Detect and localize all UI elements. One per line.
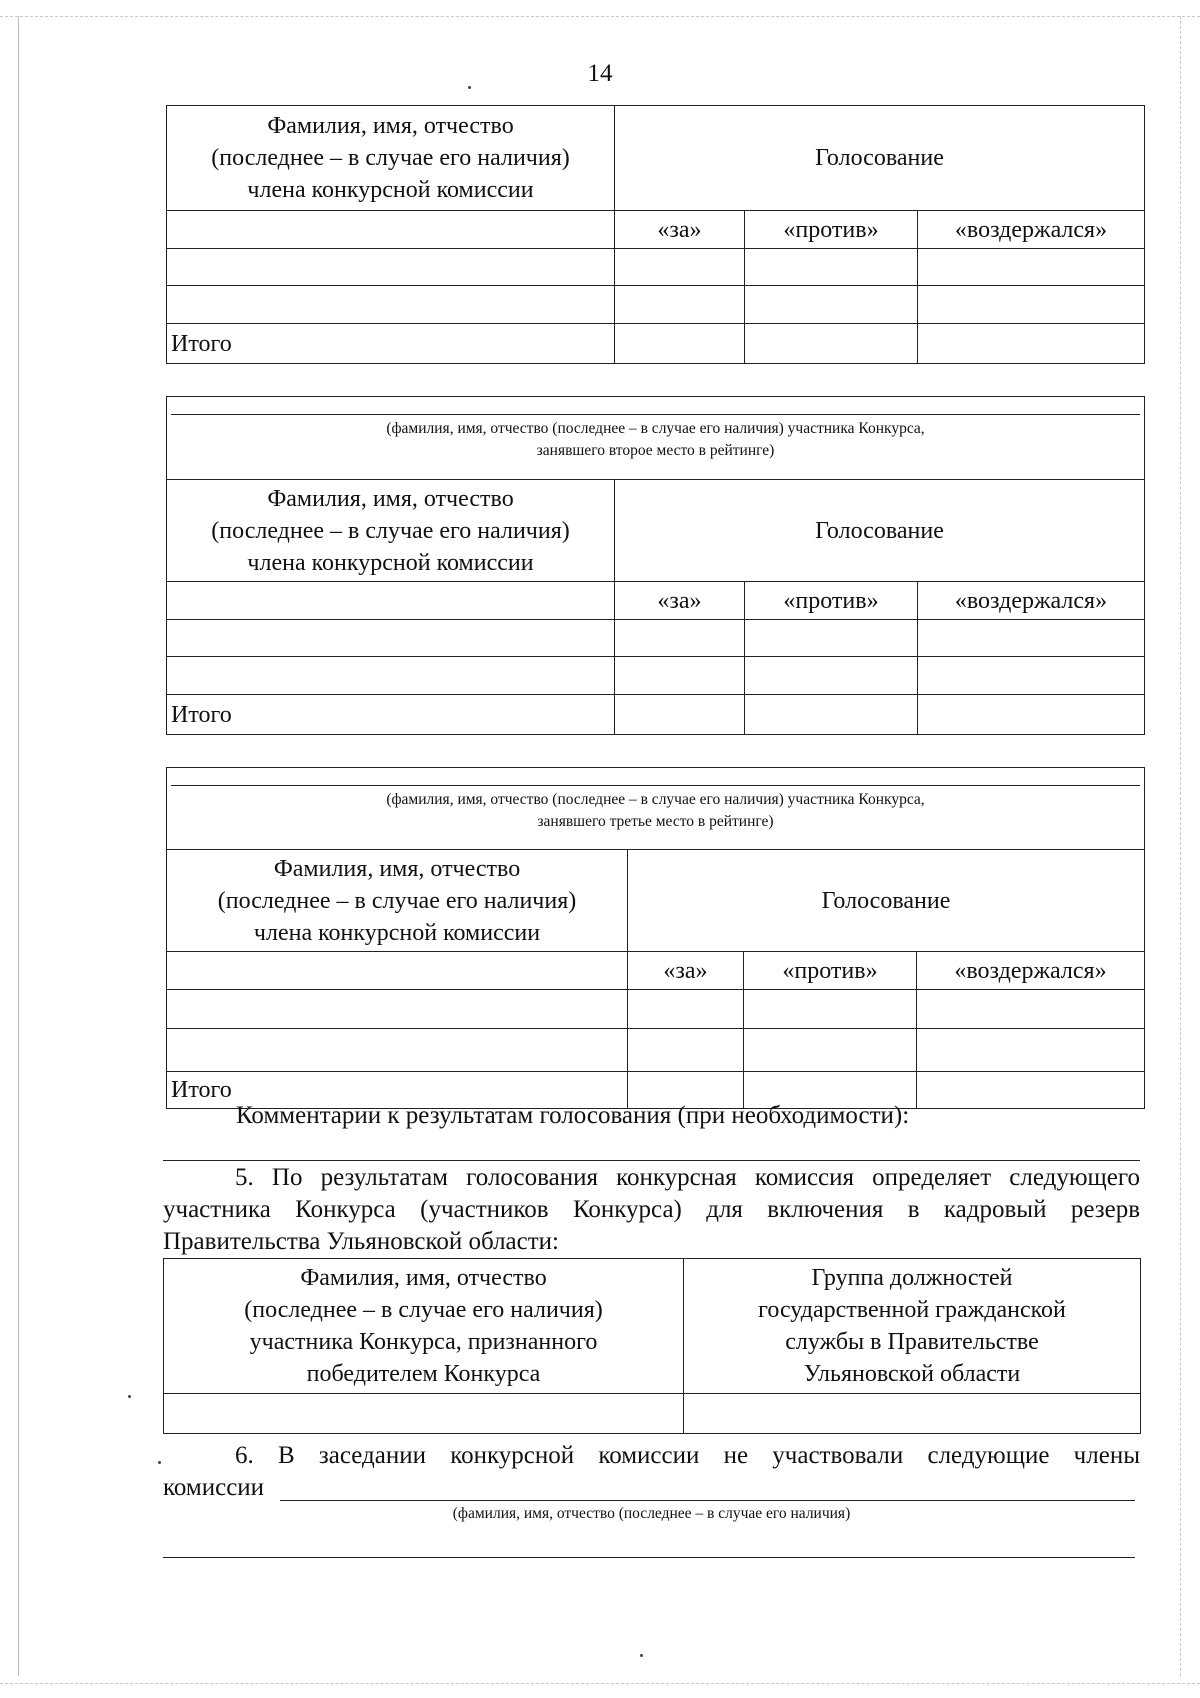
participant-name-line [171,785,1140,786]
vote-abstain-header: «воздержался» [918,582,1145,620]
vote-table-1 [166,105,1145,364]
winner-fio-header: Фамилия, имя, отчество (последнее – в случае его наличия) участника Конкурса, признанного победителем Конкурса [164,1259,684,1394]
fio-header: Фамилия, имя, отчество (последнее – в случае его наличия) члена конкурсной комиссии [167,850,628,952]
table-row [167,286,1145,324]
vote-abstain-header: «воздержался» [917,952,1145,990]
voting-header: Голосование [615,106,1145,211]
scan-speck [640,1654,643,1657]
vote-table-2 [166,396,1145,735]
empty-cell [167,211,615,249]
vote-table-3 [166,767,1145,1109]
scan-edge-left [18,16,19,1676]
position-group-header: Группа должностей государственной гражданской службы в Правительстве Ульяновской области [684,1259,1141,1394]
scan-speck [158,1461,161,1464]
vote-for-header: «за» [615,582,745,620]
table-row [164,1394,1141,1434]
scan-speck [128,1395,131,1398]
table-row [167,657,1145,695]
voting-header: Голосование [615,480,1145,582]
vote-against-header: «против» [745,582,918,620]
vote-for-header: «за» [628,952,744,990]
page-number: 14 [587,60,613,87]
paragraph-6: 6. В заседании конкурсной комиссии не участвовали следующие члены комиссии [163,1442,1140,1501]
scan-edge-bottom [0,1683,1200,1684]
empty-cell [167,582,615,620]
voting-header: Голосование [628,850,1145,952]
scan-edge-top [0,16,1200,17]
scan-edge-right [1180,16,1181,1676]
empty-cell [167,952,628,990]
table-row [167,1029,1145,1072]
table-row [167,620,1145,657]
winners-table [163,1258,1141,1434]
fio-header: Фамилия, имя, отчество (последнее – в случае его наличия) члена конкурсной комиссии [167,480,615,582]
table-row [167,249,1145,286]
paragraph-5: 5. По результатам голосования конкурсная комиссия определяет следующего участника Конкурса (участников Конкурса) для включения в кадровый резерв Правительства Ульяновской области: [163,1164,1140,1255]
vote-against-header: «против» [744,952,917,990]
participant-name-line [171,414,1140,415]
participant-caption: (фамилия, имя, отчество (последнее – в случае его наличия) участника Конкурса, занявшего второе место в рейтинге) [167,397,1145,480]
vote-abstain-header: «воздержался» [918,211,1145,249]
vote-against-header: «против» [745,211,918,249]
total-label: Итого [167,695,615,735]
total-label: Итого [167,324,615,364]
comments-label: Комментарии к результатам голосования (при необходимости): [236,1102,910,1129]
participant-caption: (фамилия, имя, отчество (последнее – в случае его наличия) участника Конкурса, занявшего третье место в рейтинге) [167,768,1145,850]
absent-members-caption: (фамилия, имя, отчество (последнее – в случае его наличия) [452,1505,851,1522]
table-row [167,990,1145,1029]
vote-for-header: «за» [615,211,745,249]
absent-members-line-2 [163,1557,1135,1558]
scan-speck [468,86,471,89]
total-label: Итого [167,1072,628,1109]
fio-header: Фамилия, имя, отчество (последнее – в случае его наличия) члена конкурсной комиссии [167,106,615,211]
comments-line [163,1160,1140,1161]
absent-members-line [280,1500,1135,1501]
